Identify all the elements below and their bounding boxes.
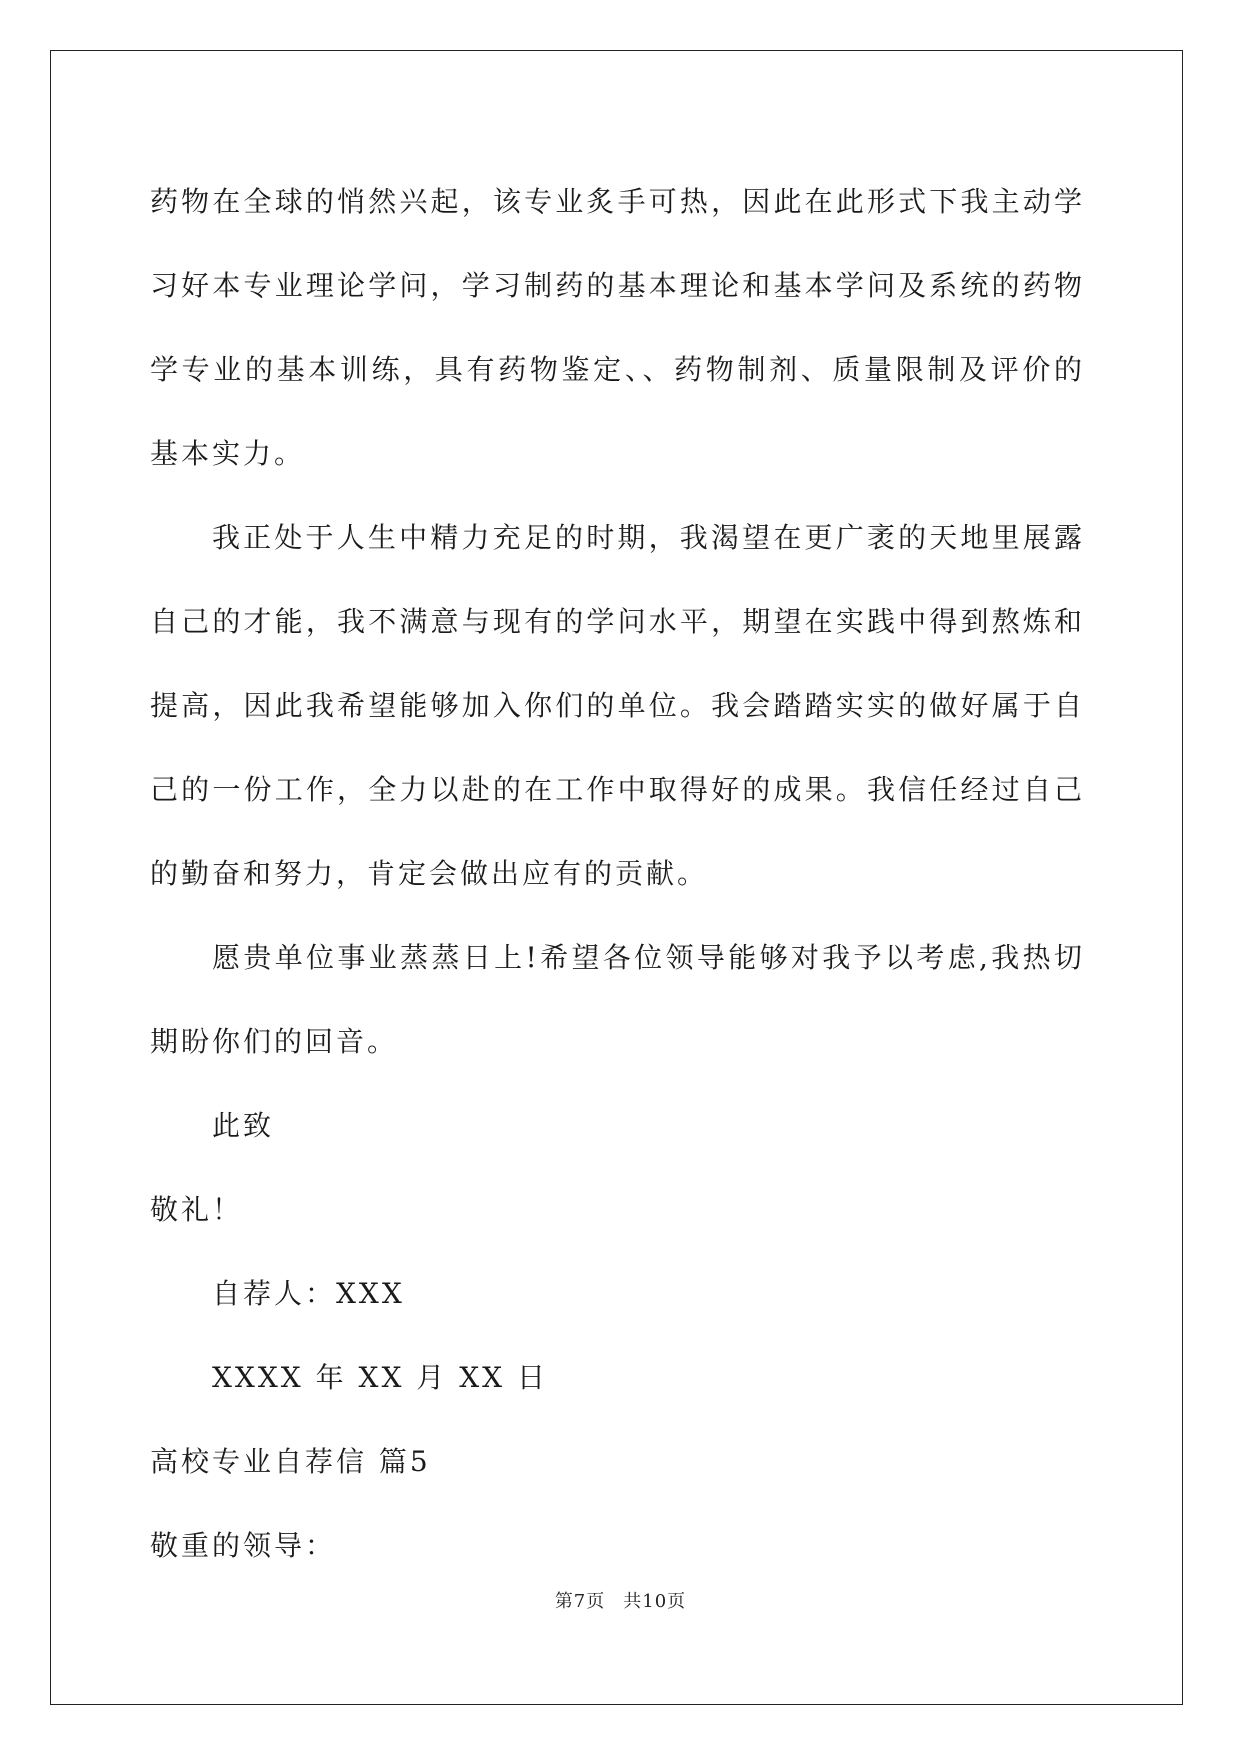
section-title: 高校专业自荐信 篇5 (150, 1445, 431, 1478)
page-total: 共10页 (623, 1591, 687, 1612)
greeting-line: 敬重的领导： (150, 1529, 337, 1562)
paragraph-2: 我正处于人生中精力充足的时期，我渴望在更广袤的天地里展露自己的才能，我不满意与现有的学问水平，期望在实践中得到熬炼和提高，因此我希望能够加入你们的单位。我会踏踏实实的做好属于自己的一份工作，全力以赴的在工作中取得好的成果。我信任经过自己的勤奋和努力，肯定会做出应有的贡献。 (150, 521, 1085, 890)
document-body (150, 160, 1085, 1588)
paragraph-3: 愿贵单位事业蒸蒸日上!希望各位领导能够对我予以考虑,我热切期盼你们的回音。 (150, 941, 1085, 1058)
page-number: 第7页 (554, 1591, 606, 1612)
page-footer (0, 1587, 1241, 1613)
paragraph-1: 药物在全球的悄然兴起，该专业炙手可热，因此在此形式下我主动学习好本专业理论学问，学习制药的基本理论和基本学问及系统的药物学专业的基本训练，具有药物鉴定、、药物制剂、质量限制及评价的基本实力。 (150, 185, 1085, 470)
date-line: XXXX 年 XX 月 XX 日 (212, 1361, 548, 1394)
signer-line: 自荐人：XXX (212, 1277, 405, 1310)
closing-line: 此致 (212, 1109, 275, 1142)
salute-line: 敬礼！ (150, 1193, 244, 1226)
